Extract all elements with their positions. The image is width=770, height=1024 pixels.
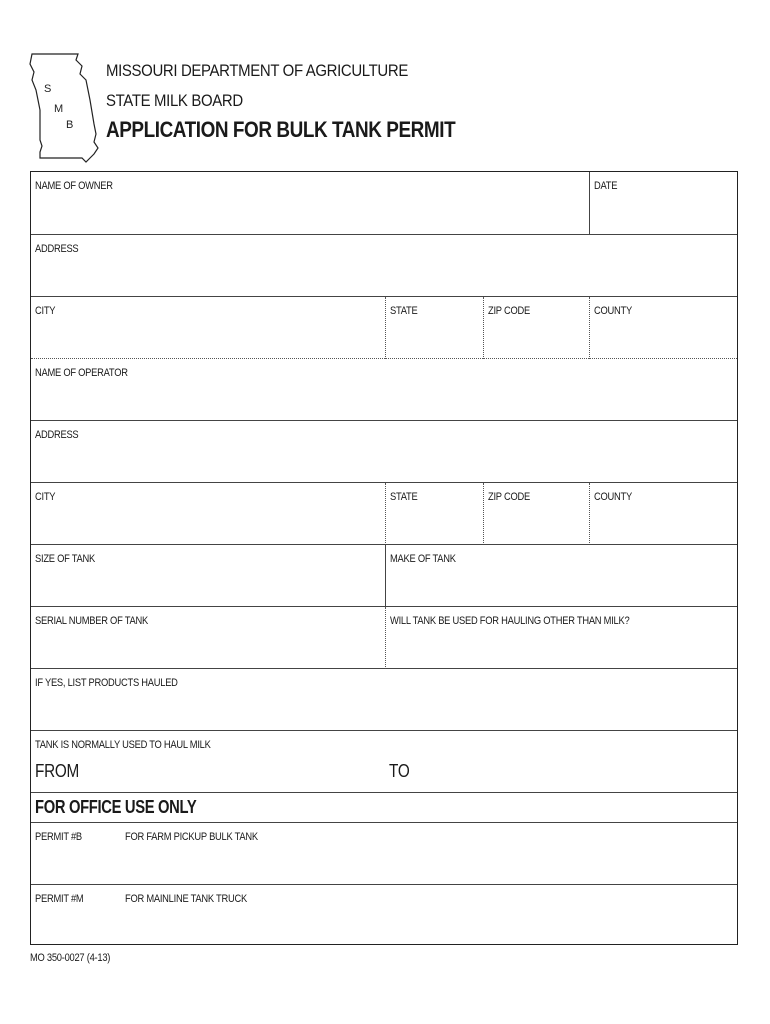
operator-zip-field[interactable] (483, 483, 590, 545)
operator-address-label: ADDRESS (35, 429, 79, 441)
route-from-label: FROM (35, 761, 80, 781)
route-to-field[interactable] (385, 731, 737, 793)
tank-size-row (31, 544, 737, 607)
tank-size-label: SIZE OF TANK (35, 553, 95, 565)
permit-b-description: FOR FARM PICKUP BULK TANK (125, 831, 258, 843)
tank-make-label: MAKE OF TANK (390, 553, 456, 565)
route-row (31, 730, 737, 793)
operator-state-label: STATE (390, 491, 418, 503)
application-form (30, 171, 738, 945)
permit-b-field[interactable] (31, 823, 737, 885)
form-title: APPLICATION FOR BULK TANK PERMIT (106, 117, 456, 142)
owner-city-field[interactable] (31, 297, 385, 359)
operator-zip-label: ZIP CODE (488, 491, 530, 503)
tank-size-field[interactable] (31, 545, 385, 607)
logo-letter-b: B (66, 119, 74, 131)
route-to-label: TO (389, 761, 410, 781)
operator-name-field[interactable] (31, 359, 737, 421)
products-hauled-label: IF YES, LIST PRODUCTS HAULED (35, 677, 178, 689)
permit-m-field[interactable] (31, 885, 737, 947)
owner-county-field[interactable] (589, 297, 737, 359)
operator-county-field[interactable] (589, 483, 737, 545)
operator-city-label: CITY (35, 491, 56, 503)
missouri-outline-icon (28, 50, 100, 166)
permit-m-description: FOR MAINLINE TANK TRUCK (125, 893, 247, 905)
owner-name-label: NAME OF OWNER (35, 180, 113, 192)
owner-address-field[interactable] (31, 235, 737, 297)
operator-state-field[interactable] (385, 483, 484, 545)
department-name: MISSOURI DEPARTMENT OF AGRICULTURE (106, 61, 408, 80)
permit-b-row (31, 822, 737, 885)
tank-serial-field[interactable] (31, 607, 385, 669)
operator-address-field[interactable] (31, 421, 737, 483)
operator-address-row (31, 420, 737, 483)
owner-address-row (31, 234, 737, 297)
owner-address-label: ADDRESS (35, 243, 79, 255)
logo-letter-m: M (54, 103, 64, 115)
board-name: STATE MILK BOARD (106, 91, 243, 110)
owner-zip-label: ZIP CODE (488, 305, 530, 317)
operator-county-label: COUNTY (594, 491, 632, 503)
date-label: DATE (594, 180, 618, 192)
tank-make-field[interactable] (385, 545, 737, 607)
operator-name-label: NAME OF OPERATOR (35, 367, 128, 379)
owner-state-label: STATE (390, 305, 418, 317)
form-number: MO 350-0027 (4-13) (30, 952, 111, 964)
owner-zip-field[interactable] (483, 297, 590, 359)
products-hauled-row (31, 668, 737, 731)
tank-serial-label: SERIAL NUMBER OF TANK (35, 615, 148, 627)
route-label: TANK IS NORMALLY USED TO HAUL MILK (35, 739, 211, 751)
products-hauled-field[interactable] (31, 669, 737, 731)
logo-letter-s: S (44, 83, 52, 95)
owner-city-row (31, 296, 737, 359)
owner-name-field[interactable] (31, 172, 589, 234)
permit-m-label: PERMIT #M (35, 893, 84, 905)
owner-county-label: COUNTY (594, 305, 632, 317)
hauling-other-field[interactable] (385, 607, 737, 669)
route-from-field[interactable] (31, 731, 385, 793)
operator-city-field[interactable] (31, 483, 385, 545)
office-use-heading: FOR OFFICE USE ONLY (35, 797, 197, 817)
owner-city-label: CITY (35, 305, 56, 317)
operator-city-row (31, 482, 737, 545)
permit-m-row (31, 884, 737, 947)
office-use-heading-row (31, 792, 737, 823)
form-header (106, 60, 512, 144)
owner-name-row (31, 172, 737, 234)
operator-name-row (31, 358, 737, 421)
state-milk-board-logo (28, 50, 100, 166)
date-field[interactable] (589, 172, 737, 234)
tank-serial-row (31, 606, 737, 669)
permit-b-label: PERMIT #B (35, 831, 82, 843)
owner-state-field[interactable] (385, 297, 484, 359)
hauling-other-label: WILL TANK BE USED FOR HAULING OTHER THAN MILK? (390, 615, 630, 627)
